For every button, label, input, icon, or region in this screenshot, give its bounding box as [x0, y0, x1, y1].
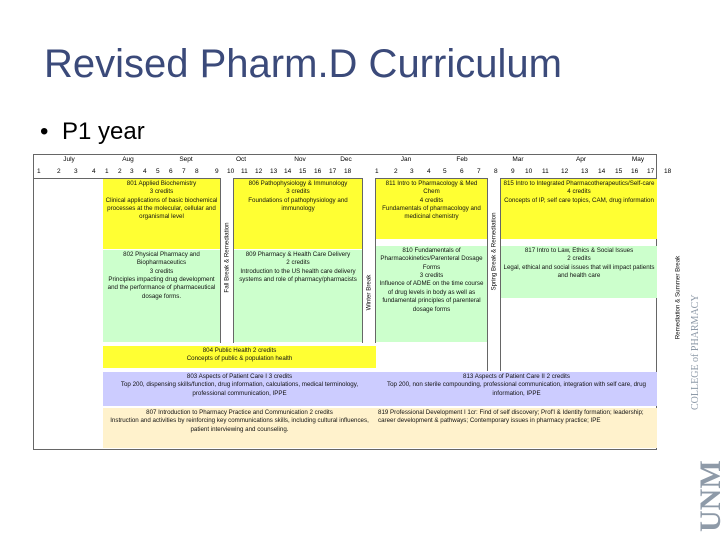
course-credits: 4 credits [419, 196, 444, 204]
month-oct: Oct [235, 156, 247, 163]
course-desc: Clinical applications of basic biochemical processes at the molecular, cellular and organismal level [105, 196, 218, 221]
course-desc: Legal, ethical and social issues that will impact patients and health care [503, 263, 655, 280]
month-jan: Jan [400, 156, 412, 163]
week-num: 4 [92, 168, 96, 175]
course-title: 817 Intro to Law, Ethics & Social Issues [524, 247, 634, 254]
week-num: 3 [130, 168, 134, 175]
week-num: 14 [598, 168, 606, 175]
week-num: 9 [215, 168, 219, 175]
week-num: 11 [542, 168, 549, 175]
week-num: 17 [329, 168, 337, 175]
course-desc: Influence of ADME on the time course of drug levels in body as well as fundamental principles of parenteral dosage forms [379, 280, 484, 313]
course-credits: 3 credits [149, 188, 174, 196]
course-credits: 2 credits [567, 255, 591, 263]
course-title: 815 Intro to Integrated Pharmacotherapeutics/Self-care [503, 180, 655, 187]
week-num: 17 [647, 168, 655, 175]
week-num: 13 [270, 168, 278, 175]
course-819 [376, 408, 657, 448]
fall-break-label: Fall Break & Remediation [223, 222, 231, 293]
week-num: 5 [156, 168, 160, 175]
week-num: 15 [299, 168, 307, 175]
week-num: 7 [477, 168, 481, 175]
course-credits: 3 credits [419, 272, 444, 280]
month-may: May [631, 156, 645, 163]
week-num: 3 [410, 168, 414, 175]
week-num: 10 [525, 168, 533, 175]
course-credits: 3 credits [286, 188, 310, 196]
month-sept: Sept [179, 156, 193, 163]
bullet-dot-icon: • [40, 118, 49, 145]
week-num: 12 [255, 168, 263, 175]
course-desc: Concepts of IP, self care topics, CAM, drug information [504, 196, 654, 204]
course-title: 804 Public Health 2 credits [202, 347, 277, 354]
course-811 [376, 179, 487, 239]
month-nov: Nov [294, 156, 306, 163]
week-num: 15 [615, 168, 623, 175]
week-num: 12 [561, 168, 569, 175]
course-803 [103, 372, 376, 406]
course-title: 811 Intro to Pharmacology & Med Chem [385, 180, 478, 196]
week-num: 2 [394, 168, 398, 175]
course-desc: Instruction and activities by reinforcing key communications skills, including cultural influences, patient interviewing and counseling. [110, 417, 369, 433]
course-title: 803 Aspects of Patient Care I 3 credits [186, 373, 293, 380]
week-num: 6 [460, 168, 464, 175]
course-title: 810 Fundamentals of Pharmacokinetics/Parenteral Dosage Forms [380, 247, 483, 271]
course-desc: Foundations of pathophysiology and immunology [248, 196, 348, 213]
week-num: 18 [664, 168, 672, 175]
winter-break-label: Winter Break [365, 274, 373, 311]
month-aug: Aug [122, 156, 134, 163]
week-num: 2 [57, 168, 61, 175]
course-title: 801 Applied Biochemistry [126, 180, 197, 187]
course-810 [376, 246, 487, 342]
month-feb: Feb [456, 156, 468, 163]
week-num: 9 [511, 168, 515, 175]
course-807 [103, 408, 376, 448]
logo-sub-text: COLLEGE of PHARMACY [690, 294, 701, 410]
course-title: 809 Pharmacy & Health Care Delivery [245, 251, 351, 258]
week-num: 11 [241, 168, 248, 175]
course-desc: 819 Professional Development I 1cr: Find of self discovery; Prof'l & Identity formation; leadership; career development & pathways; Contemporary issues in pharmacy practice; IPE [378, 409, 644, 425]
slide-title: Revised Pharm.D Curriculum [44, 42, 562, 86]
week-num: 7 [182, 168, 186, 175]
week-num: 10 [227, 168, 235, 175]
week-num: 16 [314, 168, 322, 175]
week-num: 4 [427, 168, 431, 175]
course-desc: Concepts of public & population health [186, 355, 293, 363]
course-desc: Top 200, non sterile compounding, professional communication, integration with self care, drug information, IPPE [387, 381, 646, 397]
month-mar: Mar [512, 156, 524, 163]
week-num: 5 [443, 168, 447, 175]
unm-logo [690, 280, 727, 540]
week-num: 6 [169, 168, 173, 175]
summer-break-label: Remediation & Summer Break [674, 255, 682, 340]
logo-main-text: UNM [694, 460, 727, 532]
course-credits: 2 credits [286, 259, 310, 267]
course-804 [103, 346, 376, 368]
course-desc: Introduction to the US health care delivery systems and role of pharmacy/pharmacists [239, 267, 357, 284]
week-num: 3 [74, 168, 78, 175]
bullet-item [40, 118, 145, 146]
month-july: July [63, 156, 75, 163]
month-apr: Apr [575, 156, 587, 163]
curriculum-schedule [33, 154, 693, 454]
course-desc: Fundamentals of pharmacology and medicinal chemistry [382, 205, 481, 221]
course-806 [234, 179, 362, 249]
month-dec: Dec [340, 156, 352, 163]
bullet-text: P1 year [62, 118, 145, 145]
week-num: 8 [195, 168, 199, 175]
week-num: 18 [344, 168, 352, 175]
week-num: 1 [37, 168, 41, 175]
course-815 [501, 179, 657, 239]
week-num: 14 [284, 168, 292, 175]
course-credits: 3 credits [149, 267, 174, 275]
week-num: 1 [375, 168, 379, 175]
week-num: 4 [143, 168, 147, 175]
week-num: 16 [631, 168, 639, 175]
spring-break-label: Spring Break & Remediation [490, 212, 498, 291]
week-num: 1 [105, 168, 109, 175]
course-801 [103, 179, 220, 249]
course-title: 802 Physical Pharmacy and Biopharmaceutics [123, 251, 200, 267]
week-num: 8 [494, 168, 498, 175]
week-num: 13 [581, 168, 589, 175]
course-809 [234, 250, 362, 342]
course-desc: Top 200, dispensing skills/function, drug information, calculations, medical terminology, professional communication, IPPE [120, 381, 359, 397]
course-credits: 4 credits [567, 188, 591, 196]
course-title: 806 Pathophysiology & Immunology [248, 180, 348, 187]
course-title: 813 Aspects of Patient Care II 2 credits [463, 373, 570, 380]
course-802 [103, 250, 220, 342]
course-813 [376, 372, 657, 406]
course-desc: Principles impacting drug development and the performance of pharmaceutical dosage forms. [107, 276, 216, 300]
course-817 [501, 246, 657, 298]
course-title: 807 Introduction to Pharmacy Practice and Communication 2 credits [146, 409, 333, 416]
week-num: 2 [118, 168, 122, 175]
